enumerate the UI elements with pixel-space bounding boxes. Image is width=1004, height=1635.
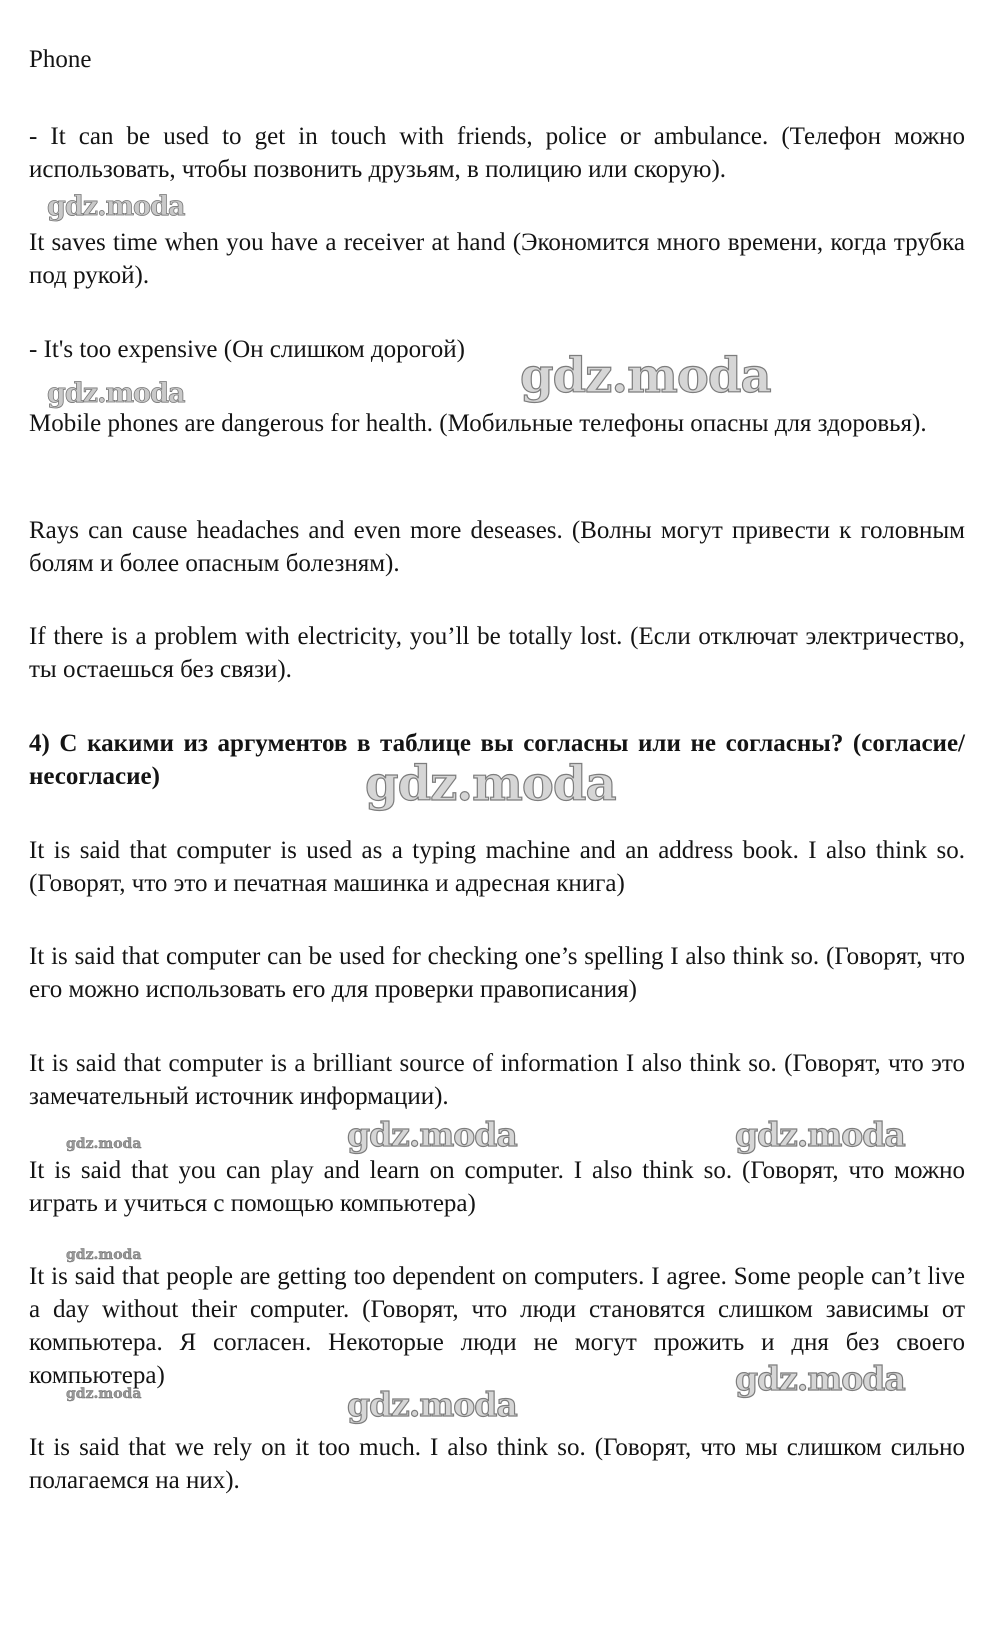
watermark-logo: gdz.moda	[347, 1115, 517, 1154]
watermark-logo: gdz.moda	[365, 756, 616, 812]
exercise-heading: 4) С какими из аргументов в таблице вы согласны или не согласны? (согласие/несогласие)	[29, 730, 965, 790]
paragraph-2: It saves time when you have a receiver at hand (Экономится много времени, когда трубка под рукой).	[29, 229, 965, 289]
paragraph-3: - It's too expensive (Он слишком дорогой)	[29, 336, 465, 363]
watermark-logo: gdz.moda	[66, 1136, 142, 1152]
watermark-logo: gdz.moda	[520, 348, 771, 404]
watermark-logo: gdz.moda	[735, 1359, 905, 1398]
paragraph-12: It is said that we rely on it too much. I also think so. (Говорят, что мы слишком сильно полагаемся на них).	[29, 1434, 965, 1494]
paragraph-5: Rays can cause headaches and even more deseases. (Волны могут привести к головным болям и более опасным болезням).	[29, 517, 965, 577]
watermark-logo: gdz.moda	[47, 191, 185, 222]
watermark-logo: gdz.moda	[347, 1385, 517, 1424]
watermark-logo: gdz.moda	[735, 1115, 905, 1154]
paragraph-6: If there is a problem with electricity, you’ll be totally lost. (Если отключат электричество, ты остаешься без связи).	[29, 623, 965, 683]
section-title: Phone	[29, 46, 92, 73]
paragraph-1: - It can be used to get in touch with friends, police or ambulance. (Телефон можно использовать, чтобы позвонить друзьям, в полицию или скорую).	[29, 123, 965, 183]
paragraph-4: Mobile phones are dangerous for health. (Мобильные телефоны опасны для здоровья).	[29, 410, 927, 437]
watermark-logo: gdz.moda	[47, 378, 185, 409]
watermark-logo: gdz.moda	[66, 1386, 142, 1402]
paragraph-8: It is said that computer can be used for checking one’s spelling I also think so. (Говорят, что его можно использовать его для проверки правописания)	[29, 943, 965, 1003]
watermark-logo: gdz.moda	[66, 1247, 142, 1263]
paragraph-10: It is said that you can play and learn on computer. I also think so. (Говорят, что можно играть и учиться с помощью компьютера)	[29, 1157, 965, 1217]
paragraph-9: It is said that computer is a brilliant source of information I also think so. (Говорят, что это замечательный источник информации).	[29, 1050, 965, 1110]
paragraph-7: It is said that computer is used as a typing machine and an address book. I also think so. (Говорят, что это и печатная машинка и адресная книга)	[29, 837, 965, 897]
paragraph-11: It is said that people are getting too dependent on computers. I agree. Some people can’t live a day without their computer. (Говорят, что люди становятся слишком зависимы от компьютера. Я согласен. Некоторые люди не могут прожить и дня без своего компьютера)	[29, 1263, 965, 1389]
